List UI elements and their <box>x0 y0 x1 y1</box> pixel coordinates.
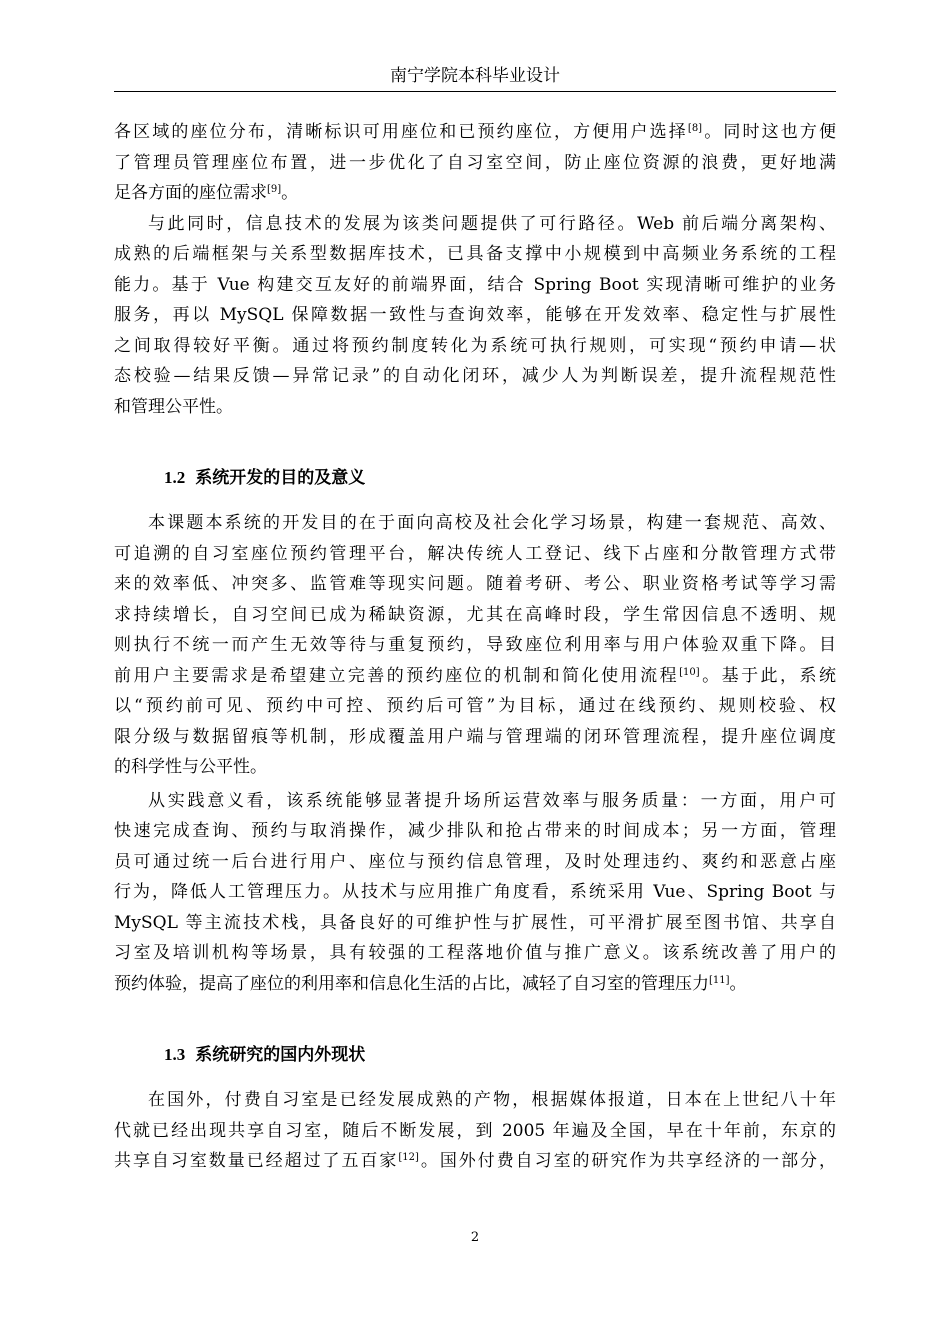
paragraph <box>114 209 836 423</box>
text-line: 从实践意义看，该系统能够显著提升场所运营效率与服务质量：一方面，用户可 <box>148 790 836 811</box>
citation: [11] <box>709 974 730 986</box>
text-line: 则执行不统一而产生无效等待与重复预约，导致座位利用率与用户体验双重下降。目 <box>114 635 836 655</box>
section-number: 1.3 <box>164 1045 186 1064</box>
text-line: 共享自习室数量已经超过了五百家[12]。国外付费自习室的研究作为共享经济的一部分， <box>114 1151 837 1171</box>
section-title: 系统研究的国内外现状 <box>195 1045 366 1064</box>
paragraph <box>114 508 836 783</box>
text-line: 以“预约前可见、预约中可控、预约后可管”为目标，通过在线预约、规则校验、权 <box>114 696 836 716</box>
text-line: 预约体验，提高了座位的利用率和信息化生活的占比，减轻了自习室的管理压力[11]。 <box>114 973 747 994</box>
text-line: 代就已经出现共享自习室，随后不断发展，到 2005 年遍及全国，早在十年前，东京的 <box>114 1120 836 1141</box>
text-line: 在国外，付费自习室是已经发展成熟的产物，根据媒体报道，日本在上世纪八十年 <box>148 1090 836 1110</box>
text-line: 与此同时，信息技术的发展为该类问题提供了可行路径。Web 前后端分离架构、 <box>148 213 836 234</box>
text-line: 了管理员管理座位布置，进一步优化了自习室空间，防止座位资源的浪费，更好地满 <box>114 152 836 173</box>
text-line: 快速完成查询、预约与取消操作，减少排队和抢占带来的时间成本；另一方面，管理 <box>114 821 836 841</box>
section-heading <box>114 462 836 494</box>
text-line: 来的效率低、冲突多、监管难等现实问题。随着考研、考公、职业资格考试等学习需 <box>114 574 836 594</box>
text-line: 限分级与数据留痕等机制，形成覆盖用户端与管理端的闭环管理流程，提升座位调度 <box>114 726 836 747</box>
text-line: 能力。基于 Vue 构建交互友好的前端界面，结合 Spring Boot 实现清晰可维护的业务 <box>114 274 836 295</box>
section-number: 1.2 <box>164 468 186 487</box>
text-line: 行为，降低人工管理压力。从技术与应用推广角度看，系统采用 Vue、Spring Boot 与 <box>114 882 836 902</box>
section-heading <box>114 1039 836 1071</box>
text-line: 各区域的座位分布，清晰标识可用座位和已预约座位，方便用户选择[8]。同时这也方便 <box>114 122 837 142</box>
text-line: 本课题本系统的开发目的在于面向高校及社会化学习场景，构建一套规范、高效、 <box>148 513 836 533</box>
text-line: 的科学性与公平性。 <box>114 757 267 777</box>
text-line: 前用户主要需求是希望建立完善的预约座位的机制和简化使用流程[10]。基于此，系统 <box>114 665 837 686</box>
text-line: 可追溯的自习室座位预约管理平台，解决传统人工登记、线下占座和分散管理方式带 <box>114 543 836 564</box>
citation: [10] <box>679 666 700 678</box>
section-title: 系统开发的目的及意义 <box>195 468 366 487</box>
text-line: 员可通过统一后台进行用户、座位与预约信息管理，及时处理违约、爽约和恶意占座 <box>114 851 836 872</box>
text-line: 态校验—结果反馈—异常记录”的自动化闭环，减少人为判断误差，提升流程规范性 <box>114 366 836 386</box>
text-line: 服务，再以 MySQL 保障数据一致性与查询效率，能够在开发效率、稳定性与扩展性 <box>114 305 836 325</box>
paragraph <box>114 117 836 209</box>
text-line: 之间取得较好平衡。通过将预约制度转化为系统可执行规则，可实现“预约申请—状 <box>114 335 836 356</box>
citation: [12] <box>398 1152 419 1163</box>
paragraph <box>114 786 836 1000</box>
page-number: 2 <box>470 1230 480 1245</box>
citation: [9] <box>267 184 282 195</box>
citation: [8] <box>687 123 703 134</box>
text-line: 和管理公平性。 <box>114 396 233 417</box>
paragraph <box>114 1085 836 1177</box>
text-line: MySQL 等主流技术栈，具备良好的可维护性与扩展性，可平滑扩展至图书馆、共享自 <box>114 912 836 933</box>
text-line: 足各方面的座位需求[9]。 <box>114 183 299 203</box>
text-line: 求持续增长，自习空间已成为稀缺资源，尤其在高峰时段，学生常因信息不透明、规 <box>114 604 836 625</box>
text-line: 习室及培训机构等场景，具有较强的工程落地价值与推广意义。该系统改善了用户的 <box>114 943 836 963</box>
body-text <box>114 117 836 1177</box>
header-rule <box>114 91 836 92</box>
text-line: 成熟的后端框架与关系型数据库技术，已具备支撑中小规模到中高频业务系统的工程 <box>114 244 836 264</box>
page-header: 南宁学院本科毕业设计 <box>390 66 560 86</box>
